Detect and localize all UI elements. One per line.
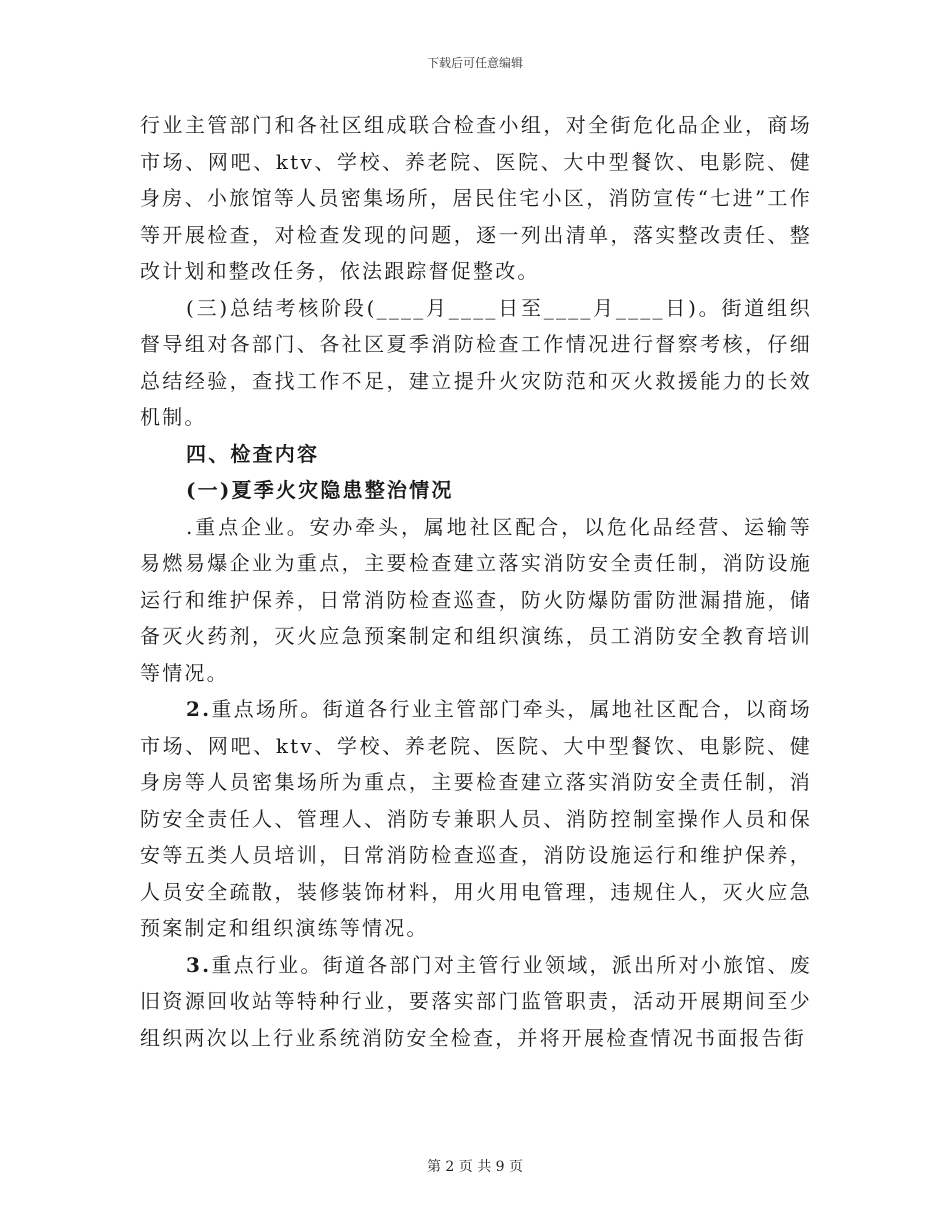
page-footer: 第 2 页 共 9 页 [426,1159,524,1175]
paragraph-text: 重点场所。街道各行业主管部门牵头，属地社区配合，以商场市场、网吧、ktv、学校、养老院、医院、大中型餐饮、电影院、健身房等人员密集场所为重点，主要检查建立落实消防安全责任制，消防安全责任人、管理人、消防专兼职人员、消防控制室操作人员和保安等五类人员培训，日常消防检查巡查，消防设施运行和维护保养，人员安全疏散，装修装饰材料，用火用电管理，违规住人，灭火应急预案制定和组织演练等情况。 [140,697,812,940]
page-header: 下载后可任意编辑 [426,56,523,70]
subsection-heading-summer-fire-hazards: (一)夏季火灾隐患整治情况 [186,478,454,502]
paragraph-key-places [140,691,812,947]
paragraph-text: 重点行业。街道各部门对主管行业领域，派出所对小旅馆、废旧资源回收站等特种行业，要落实部门监管职责，活动开展期间至少组织两次以上行业系统消防安全检查，并将开展检查情况书面报告街 [140,952,812,1050]
list-number: 2. [186,697,212,721]
paragraph-summary-stage: (三)总结考核阶段(____月____日至____月____日)。街道组织督导组对各部门、各社区夏季消防检查工作情况进行督察考核，仔细总结经验，查找工作不足，建立提升火灾防范和灭火救援能力的长效机制。 [140,295,812,429]
paragraph-continuation: 行业主管部门和各社区组成联合检查小组，对全街危化品企业，商场市场、网吧、ktv、学校、养老院、医院、大中型餐饮、电影院、健身房、小旅馆等人员密集场所，居民住宅小区，消防宣传“七进”工作等开展检查，对检查发现的问题，逐一列出清单，落实整改责任、整改计划和整改任务，依法跟踪督促整改。 [140,113,812,283]
list-number: 3. [186,952,212,977]
document-body [140,107,812,1056]
paragraph-key-industries [140,947,812,1057]
paragraph-key-enterprises: .重点企业。安办牵头，属地社区配合，以危化品经营、运输等易燃易爆企业为重点，主要检查建立落实消防安全责任制，消防设施运行和维护保养，日常消防检查巡查，防火防爆防雷防泄漏措施，储备灭火药剂，灭火应急预案制定和组织演练，员工消防安全教育培训等情况。 [140,514,812,685]
section-heading-inspection-content: 四、检查内容 [186,441,320,466]
